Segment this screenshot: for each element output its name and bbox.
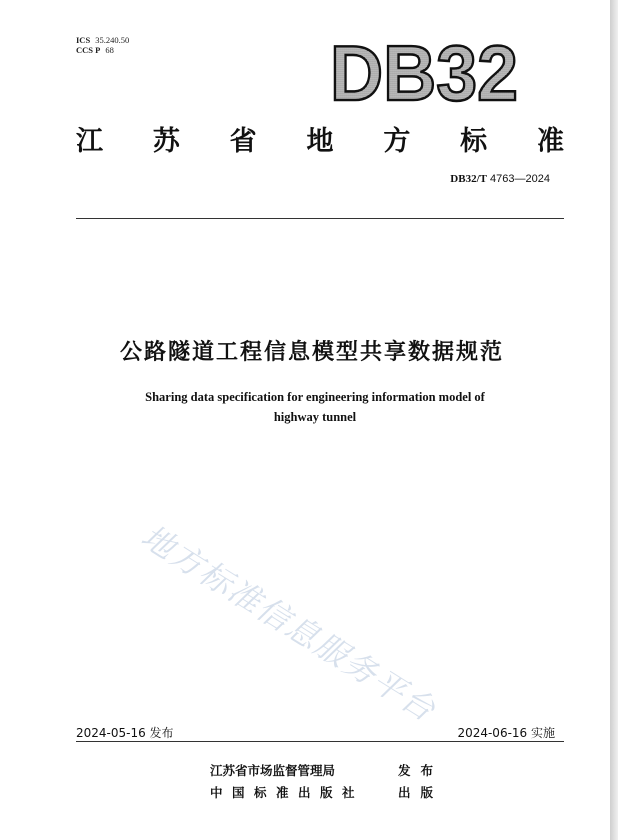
ccs-label: CCS P <box>76 45 101 55</box>
standard-type-char: 方 <box>383 126 411 157</box>
classification-codes <box>76 35 129 55</box>
standard-number-prefix: DB32/T <box>450 173 487 185</box>
title-en-line: highway tunnel <box>273 410 357 424</box>
top-divider <box>76 218 564 219</box>
document-title-en <box>90 387 540 427</box>
logo-text: DB32 <box>330 30 518 110</box>
publisher-press: 中国标准出版社 <box>210 785 365 800</box>
title-en-line: Sharing data specification for engineering information model of <box>145 390 485 404</box>
standard-type-char: 苏 <box>152 126 180 157</box>
ccs-value: 68 <box>105 45 114 55</box>
issue-date: 2024-05-16 发布 <box>76 726 174 740</box>
publisher-block <box>210 760 443 804</box>
implementation-date: 2024-06-16 实施 <box>457 726 555 740</box>
page-edge-shadow <box>610 0 618 840</box>
bottom-divider <box>76 741 564 742</box>
publisher-issuer-action: 发布 <box>398 763 444 778</box>
publisher-issuer: 江苏省市场监督管理局 <box>210 763 336 778</box>
ics-value: 35.240.50 <box>95 35 130 45</box>
standard-type-char: 准 <box>536 126 564 157</box>
ics-label: ICS <box>76 35 91 45</box>
standard-type-char: 省 <box>229 126 257 157</box>
standard-type-char: 地 <box>306 126 334 157</box>
watermark: 地方标准信息服务平台 <box>134 517 444 730</box>
standard-number-value: 4763—2024 <box>490 173 550 185</box>
standard-type-char: 江 <box>76 126 103 157</box>
publisher-press-action: 出版 <box>398 785 444 800</box>
document-title-cn: 公路隧道工程信息模型共享数据规范 <box>119 340 504 365</box>
standard-number <box>450 173 550 185</box>
standard-type-char: 标 <box>460 126 488 157</box>
standard-type-title <box>76 119 564 158</box>
db32-logo <box>326 30 526 110</box>
